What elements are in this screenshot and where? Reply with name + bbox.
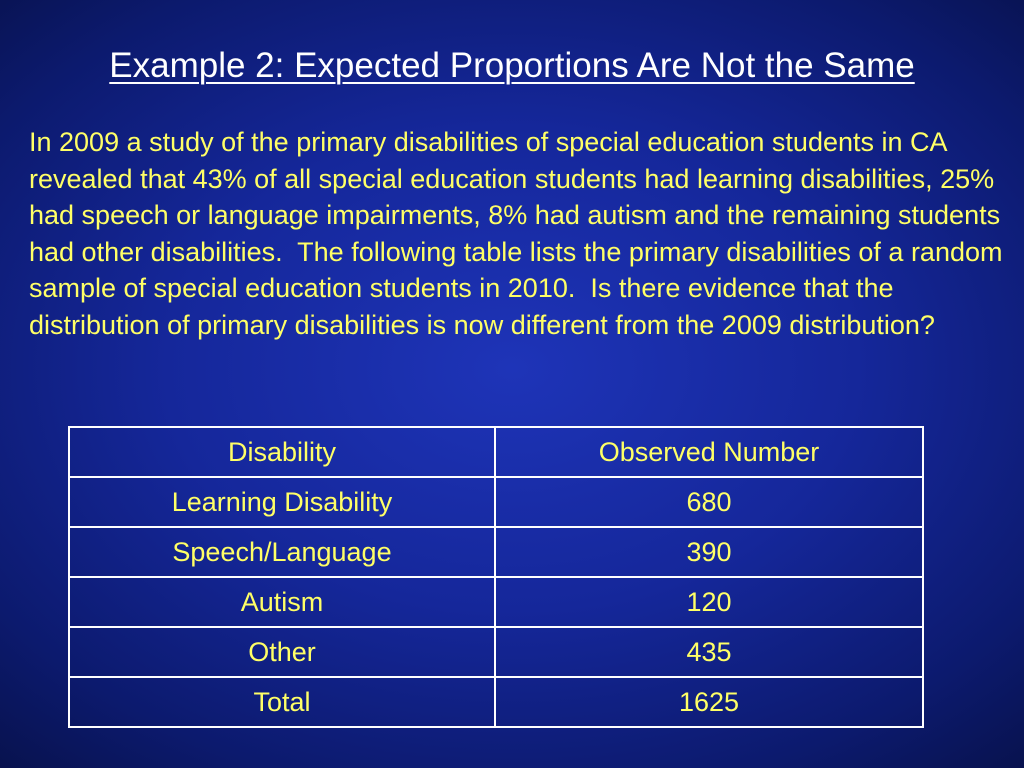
slide-title: Example 2: Expected Proportions Are Not the Same — [109, 46, 915, 85]
disability-table — [68, 426, 924, 728]
cell-disability: Total — [69, 677, 495, 727]
cell-disability: Speech/Language — [69, 527, 495, 577]
table-header-row — [69, 427, 923, 477]
cell-disability: Autism — [69, 577, 495, 627]
problem-statement: In 2009 a study of the primary disabilities of special education students in CA revealed that 43% of all special education students had learning disabilities, 25% had speech or language impairments, 8% had autism and the remaining students had other disabilities. The following table lists the primary disabilities of a random sample of special education students in 2010. Is there evidence that the distribution of primary disabilities is now different from the 2009 distribution? — [29, 127, 1011, 340]
table-row — [69, 577, 923, 627]
column-header-disability: Disability — [69, 427, 495, 477]
table-row-total — [69, 677, 923, 727]
table-row — [69, 477, 923, 527]
cell-disability: Other — [69, 627, 495, 677]
cell-observed-number: 435 — [495, 627, 923, 677]
table-row — [69, 527, 923, 577]
table-row — [69, 627, 923, 677]
column-header-observed-number: Observed Number — [495, 427, 923, 477]
cell-disability: Learning Disability — [69, 477, 495, 527]
cell-observed-number: 390 — [495, 527, 923, 577]
cell-observed-number: 120 — [495, 577, 923, 627]
cell-observed-number: 1625 — [495, 677, 923, 727]
cell-observed-number: 680 — [495, 477, 923, 527]
